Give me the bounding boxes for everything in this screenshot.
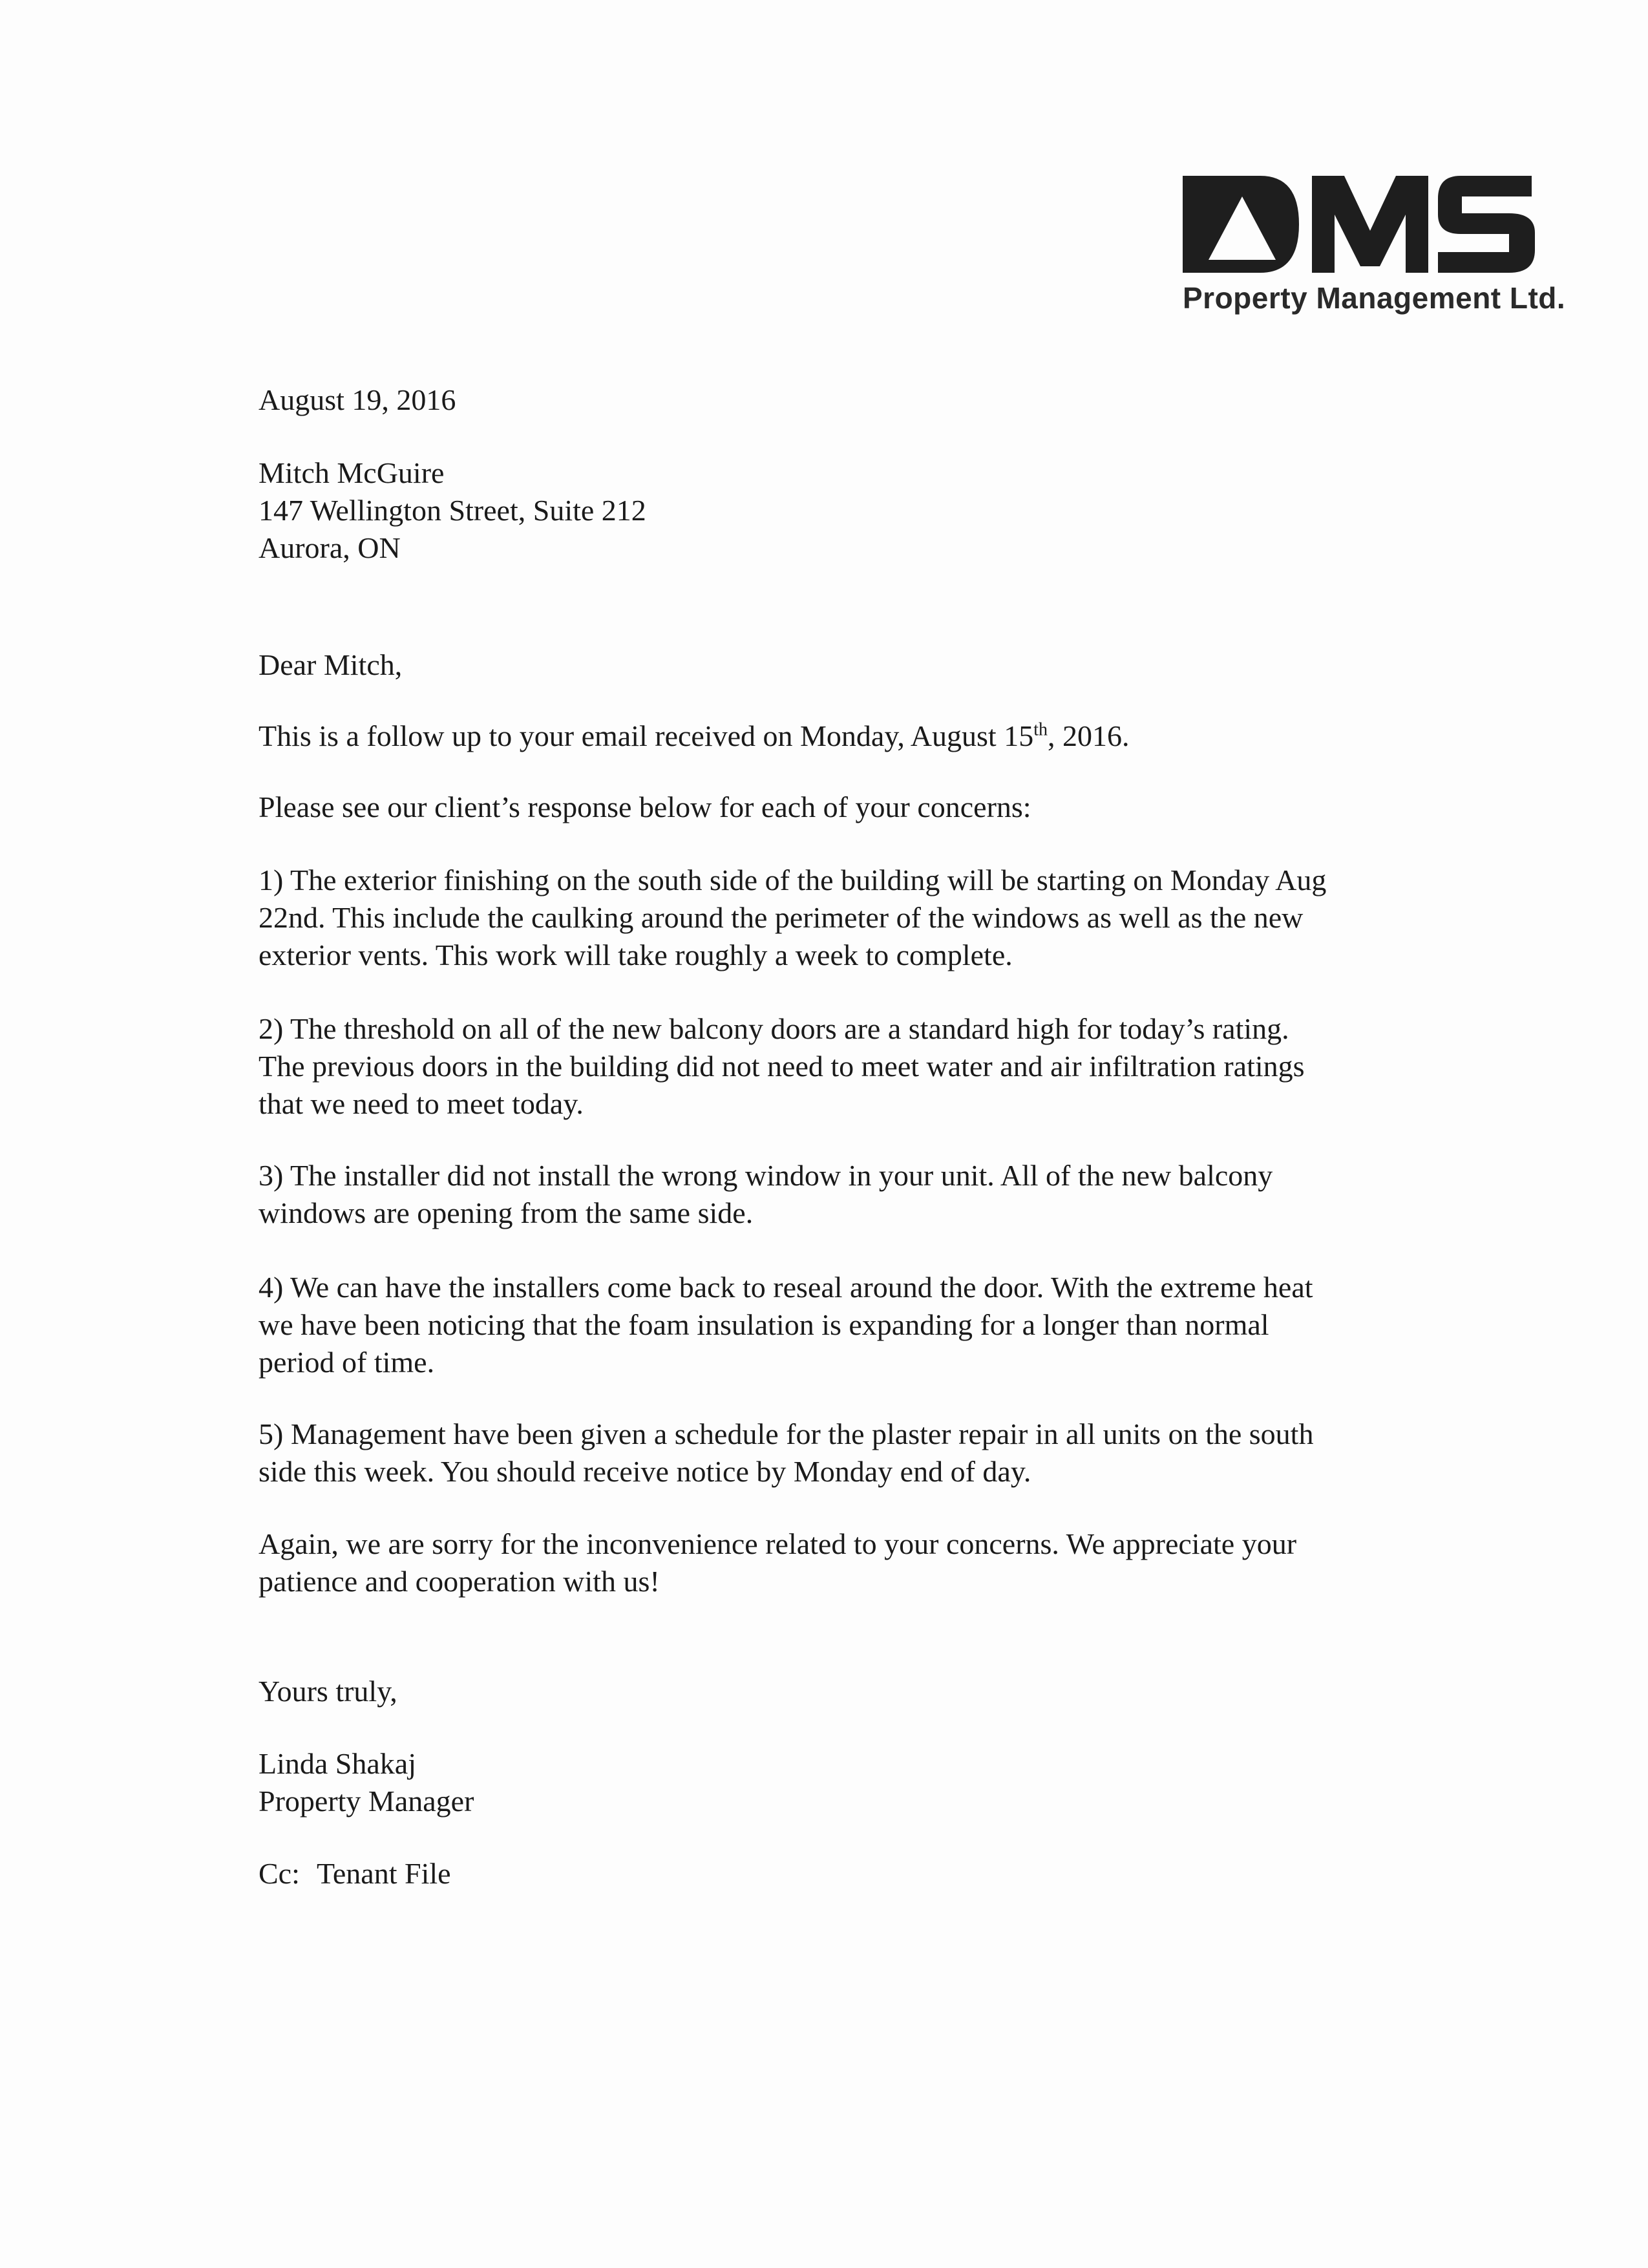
concern-item-5: 5) Management have been given a schedule for the plaster repair in all units on the south side this week. You should receive notice by Monday end of day. — [259, 1417, 1314, 1488]
recipient-address — [259, 454, 1486, 567]
company-name: Property Management Ltd. — [1183, 281, 1566, 315]
letter-date: August 19, 2016 — [259, 383, 456, 416]
closing-paragraph: Again, we are sorry for the inconvenience related to your concerns. We appreciate your patience and cooperation with us! — [259, 1527, 1297, 1598]
signer-title: Property Manager — [259, 1785, 474, 1818]
company-logo — [1183, 169, 1566, 324]
signature-block — [259, 1745, 1486, 1820]
recipient-street: 147 Wellington Street, Suite 212 — [259, 494, 646, 527]
cc-value: Tenant File — [317, 1857, 451, 1890]
cc-line — [259, 1855, 1486, 1892]
concern-item-1: 1) The exterior finishing on the south side of the building will be starting on Monday Aug 22nd. This include the caulking around the perimeter of the windows as well as the new exterior vents. This work will take roughly a week to complete. — [259, 864, 1327, 971]
dms-logo-icon — [1183, 169, 1545, 279]
recipient-city: Aurora, ON — [259, 531, 401, 564]
concern-item-3: 3) The installer did not install the wrong window in your unit. All of the new balcony windows are opening from the same side. — [259, 1159, 1273, 1229]
cc-label: Cc: — [259, 1857, 300, 1890]
signer-name: Linda Shakaj — [259, 1747, 416, 1780]
concern-item-2: 2) The threshold on all of the new balcony doors are a standard high for today’s rating. The previous doors in the building did not need to meet water and air infiltration ratings that we need to meet today. — [259, 1012, 1305, 1120]
intro-paragraph: This is a follow up to your email received on Monday, August 15th, 2016. — [259, 719, 1130, 752]
complimentary-close: Yours truly, — [259, 1675, 397, 1708]
salutation: Dear Mitch, — [259, 648, 403, 681]
request-paragraph: Please see our client’s response below for each of your concerns: — [259, 790, 1031, 823]
recipient-name: Mitch McGuire — [259, 456, 445, 489]
concern-item-4: 4) We can have the installers come back to reseal around the door. With the extreme heat we have been noticing that the foam insulation is expanding for a longer than normal period of time. — [259, 1271, 1313, 1379]
